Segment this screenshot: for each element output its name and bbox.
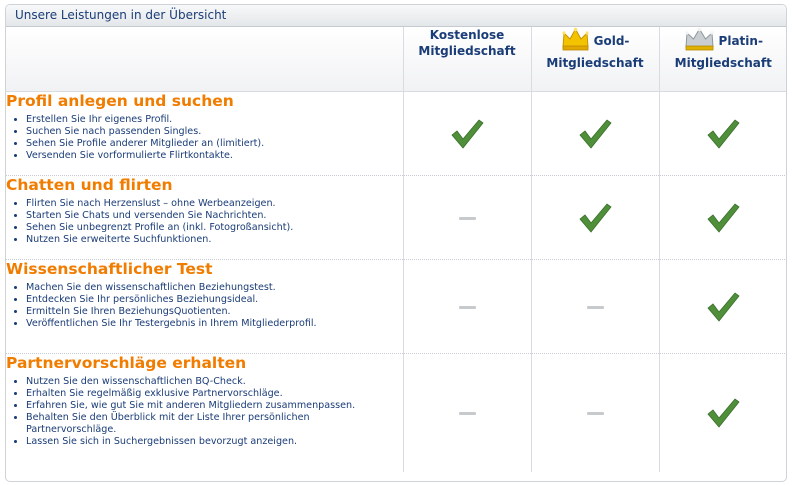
feature-bullet: • Nutzen Sie erweiterte Suchfunktionen. — [26, 234, 403, 246]
not-included-dash-icon — [459, 306, 476, 309]
feature-bullet: • Suchen Sie nach passenden Singles. — [26, 126, 403, 138]
plan-header-free — [403, 27, 531, 92]
checkmark-icon — [578, 123, 612, 142]
not-included-dash-icon — [459, 217, 476, 220]
feature-bullet: • Veröffentlichen Sie Ihr Testergebnis in Ihrem Mitgliederprofil. — [26, 318, 403, 330]
availability-cell-gold — [531, 92, 659, 176]
feature-bullet-list — [6, 198, 403, 246]
table-header-row — [6, 27, 787, 92]
feature-bullet: • Versenden Sie vorformulierte Flirtkontakte. — [26, 150, 403, 162]
feature-bullet: • Flirten Sie nach Herzenslust – ohne Werbeanzeigen. — [26, 198, 403, 210]
not-included-dash-icon — [459, 412, 476, 415]
availability-cell-platinum — [659, 176, 787, 260]
feature-cell — [6, 260, 403, 354]
services-overview-panel — [5, 4, 787, 482]
plan-name-platinum: Platin- — [718, 34, 763, 48]
feature-bullet-list — [6, 376, 403, 448]
plan-subname-free: Mitgliedschaft — [418, 44, 516, 58]
feature-bullet: • Nutzen Sie den wissenschaftlichen BQ-Check. — [26, 376, 403, 388]
availability-cell-free — [403, 260, 531, 354]
feature-row — [6, 354, 787, 472]
feature-bullet: • Starten Sie Chats und versenden Sie Nachrichten. — [26, 210, 403, 222]
not-included-dash-icon — [587, 412, 604, 415]
panel-header — [6, 5, 786, 27]
availability-cell-gold — [531, 354, 659, 472]
plan-name-gold: Gold- — [593, 34, 630, 48]
feature-bullet-list — [6, 114, 403, 162]
checkmark-icon — [706, 207, 740, 226]
feature-bullet: • Erhalten Sie regelmäßig exklusive Partnervorschläge. — [26, 388, 403, 400]
plan-name-free: Kostenlose — [429, 28, 505, 42]
not-included-dash-icon — [587, 306, 604, 309]
platinum-crown-icon — [684, 27, 715, 55]
feature-bullet: • Entdecken Sie Ihr persönliches Beziehungsideal. — [26, 294, 403, 306]
feature-bullet: • Sehen Sie Profile anderer Mitglieder an (limitiert). — [26, 138, 403, 150]
feature-bullet: • Behalten Sie den Überblick mit der Liste Ihrer persönlichen Partnervorschläge. — [26, 412, 403, 436]
feature-bullet: • Erstellen Sie Ihr eigenes Profil. — [26, 114, 403, 126]
checkmark-icon — [706, 402, 740, 421]
feature-title: Partnervorschläge erhalten — [6, 354, 247, 372]
checkmark-icon — [450, 123, 484, 142]
plan-header-platinum — [659, 27, 787, 92]
feature-bullet: • Lassen Sie sich in Suchergebnissen bevorzugt anzeigen. — [26, 436, 403, 448]
availability-cell-platinum — [659, 92, 787, 176]
feature-bullet: • Sehen Sie unbegrenzt Profile an (inkl. Fotogroßansicht). — [26, 222, 403, 234]
feature-row — [6, 260, 787, 354]
feature-title: Chatten und flirten — [6, 176, 173, 194]
feature-row — [6, 176, 787, 260]
feature-bullet: • Machen Sie den wissenschaftlichen Beziehungstest. — [26, 282, 403, 294]
plan-subname-platinum: Mitgliedschaft — [674, 56, 772, 70]
gold-crown-icon — [561, 27, 590, 55]
availability-cell-free — [403, 92, 531, 176]
comparison-table — [6, 27, 787, 472]
feature-cell — [6, 92, 403, 176]
feature-row — [6, 92, 787, 176]
checkmark-icon — [578, 207, 612, 226]
plan-header-gold — [531, 27, 659, 92]
availability-cell-free — [403, 176, 531, 260]
availability-cell-free — [403, 354, 531, 472]
feature-bullet: • Erfahren Sie, wie gut Sie mit anderen Mitgliedern zusammenpassen. — [26, 400, 403, 412]
checkmark-icon — [706, 296, 740, 315]
availability-cell-gold — [531, 176, 659, 260]
panel-title: Unsere Leistungen in der Übersicht — [15, 8, 227, 22]
plan-subname-gold: Mitgliedschaft — [546, 56, 644, 70]
feature-cell — [6, 176, 403, 260]
availability-cell-platinum — [659, 260, 787, 354]
feature-column-header — [6, 27, 403, 92]
feature-cell — [6, 354, 403, 472]
feature-title: Profil anlegen und suchen — [6, 92, 234, 110]
availability-cell-platinum — [659, 354, 787, 472]
feature-bullet-list — [6, 282, 403, 330]
feature-bullet: • Ermitteln Sie Ihren BeziehungsQuotienten. — [26, 306, 403, 318]
availability-cell-gold — [531, 260, 659, 354]
feature-title: Wissenschaftlicher Test — [6, 260, 213, 278]
checkmark-icon — [706, 123, 740, 142]
